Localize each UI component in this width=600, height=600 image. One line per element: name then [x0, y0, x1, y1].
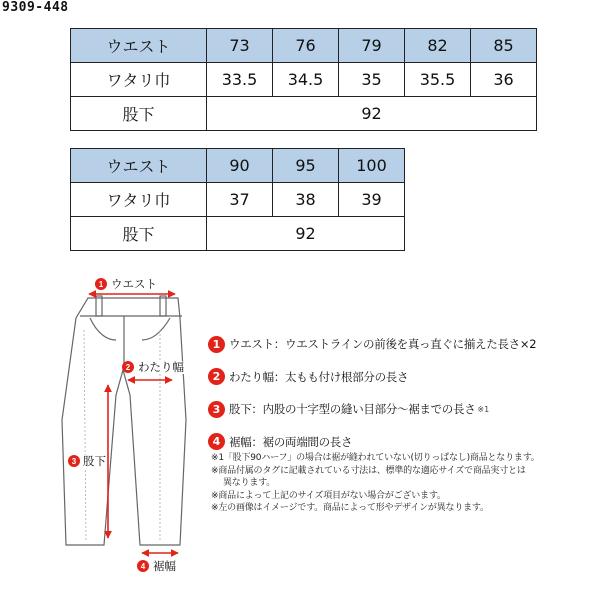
waist-label: ウエスト [71, 149, 207, 183]
legend-number: 1 [208, 336, 225, 353]
legend-item [208, 332, 600, 356]
thigh-label: ワタリ巾 [71, 183, 207, 217]
waist-value: 82 [405, 29, 471, 63]
legend-text: ウエスト：ウエストラインの前後を真っ直ぐに揃えた長さ×2 [229, 337, 537, 351]
legend-item [208, 365, 600, 389]
thigh-value: 34.5 [273, 63, 339, 97]
legend-text: わたり幅：太もも付け根部分の長さ [229, 369, 409, 384]
legend-number: 2 [208, 368, 225, 385]
thigh-diagram-label: わたり幅 [138, 360, 184, 374]
note-line: ※商品付属のタグに記載されている寸法は、標準的な適応サイズで商品実寸とは [211, 465, 526, 476]
note-line: ※左の画像はイメージです。商品によって形やデザインが異なります。 [211, 503, 489, 514]
inseam-label: 股下 [71, 97, 207, 131]
legend-item [208, 397, 600, 421]
thigh-value: 35 [339, 63, 405, 97]
note-line: 異なります。 [223, 478, 276, 489]
inseam-diagram-label: 股下 [83, 454, 106, 468]
measurement-legend [208, 332, 600, 462]
waist-value: 100 [339, 149, 405, 183]
number-4: 4 [140, 562, 146, 571]
waist-diagram-label: ウエスト [111, 277, 157, 291]
thigh-value: 38 [273, 183, 339, 217]
number-3: 3 [71, 457, 77, 466]
waist-value: 95 [273, 149, 339, 183]
waist-value: 90 [207, 149, 273, 183]
legend-item [208, 430, 600, 454]
product-code: 9309-448 [2, 0, 69, 15]
inseam-value: 92 [207, 217, 405, 251]
thigh-value: 35.5 [405, 63, 471, 97]
legend-text: 股下：内股の十字型の縫い目部分〜裾までの長さ [229, 402, 476, 416]
note-line: ※1「股下90ハーフ」の場合は裾が縫われていない(切りっぱなし)商品となります。 [211, 453, 540, 463]
thigh-label: ワタリ巾 [71, 63, 207, 97]
inseam-label: 股下 [71, 217, 207, 251]
legend-number: 4 [208, 433, 225, 450]
waist-value: 85 [471, 29, 537, 63]
legend-footnote-ref: ※1 [477, 404, 490, 414]
waist-value: 79 [339, 29, 405, 63]
notes [211, 452, 596, 515]
number-2: 2 [125, 363, 131, 372]
waist-value: 73 [207, 29, 273, 63]
thigh-value: 39 [339, 183, 405, 217]
measure-arrows [89, 294, 178, 553]
legend-number: 3 [208, 401, 225, 418]
waist-label: ウエスト [71, 29, 207, 63]
number-1: 1 [98, 280, 104, 289]
inseam-value: 92 [207, 97, 537, 131]
thigh-value: 36 [471, 63, 537, 97]
pants-outline [62, 296, 186, 545]
waist-value: 76 [273, 29, 339, 63]
thigh-value: 33.5 [207, 63, 273, 97]
note-line: ※商品によって上記のサイズ項目がない場合がございます。 [211, 490, 446, 501]
hem-diagram-label: 裾幅 [153, 559, 176, 573]
legend-text: 裾幅：裾の両端間の長さ [229, 434, 353, 449]
thigh-value: 37 [207, 183, 273, 217]
